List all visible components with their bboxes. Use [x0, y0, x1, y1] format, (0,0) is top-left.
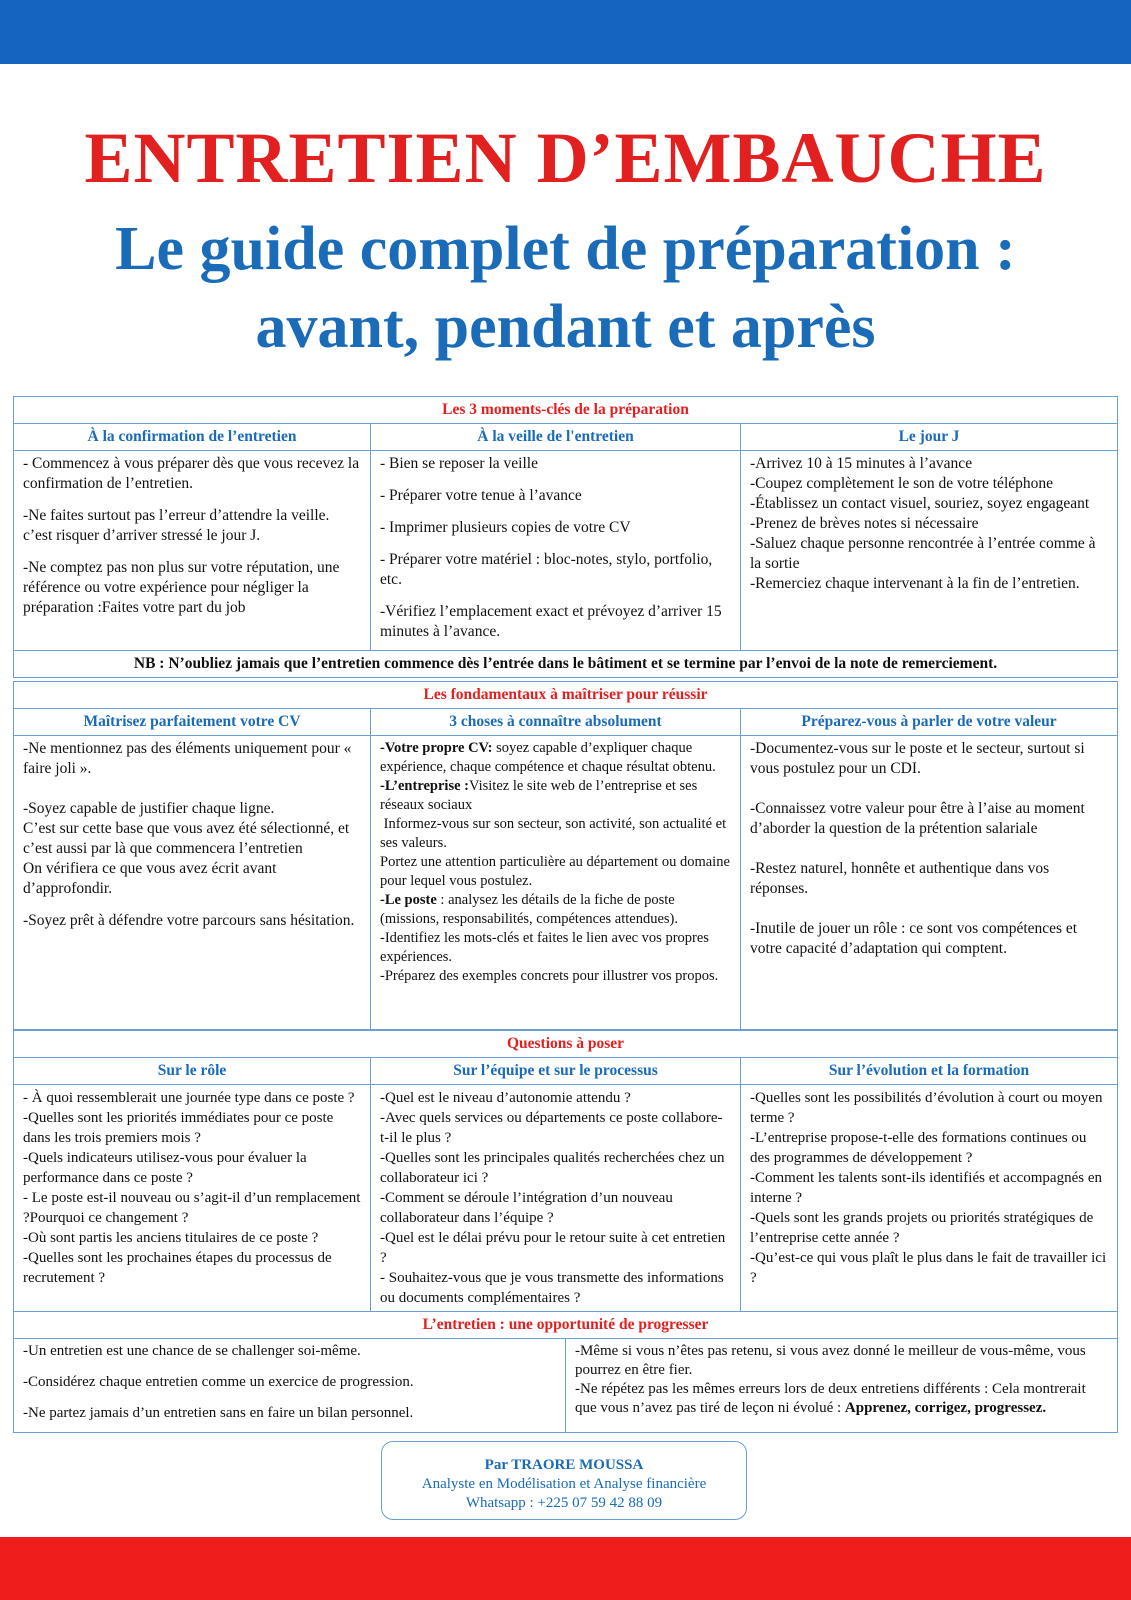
- top-color-band: [0, 0, 1131, 64]
- moments-section: [13, 396, 1117, 678]
- list-item: -Établissez un contact visuel, souriez, soyez engageant: [750, 495, 1090, 512]
- list-item: -Saluez chaque personne rencontrée à l’entrée comme à la sortie: [750, 535, 1096, 572]
- list-item: - Souhaitez-vous que je vous transmette des informations ou documents complémentaires ?: [380, 1270, 724, 1306]
- list-item: -Inutile de jouer un rôle : ce sont vos compétences et votre capacité d’adaptation qui comptent.: [750, 920, 1078, 957]
- fundamentals-col3-heading: Préparez-vous à parler de votre valeur: [741, 709, 1118, 736]
- list-item: -Quelles sont les possibilités d’évolution à court ou moyen terme ?: [750, 1090, 1103, 1126]
- list-item: -Quels indicateurs utilisez-vous pour évaluer la performance dans ce poste ?: [23, 1150, 307, 1186]
- list-item: -Quel est le niveau d’autonomie attendu ?: [380, 1090, 631, 1106]
- list-item: -Connaissez votre valeur pour être à l’aise au moment d’aborder la question de la prétention salariale: [750, 800, 1085, 837]
- questions-col2-content: [371, 1085, 741, 1312]
- list-item: - Bien se reposer la veille: [380, 455, 538, 472]
- moments-col1-content: [14, 451, 371, 651]
- fundamentals-col1-content: [14, 736, 371, 1030]
- questions-col2-heading: Sur l’équipe et sur le processus: [371, 1058, 741, 1085]
- fundamentals-col2-content: [371, 736, 741, 1030]
- label-entreprise: -L’entreprise :: [380, 778, 469, 794]
- list-item: -Comment se déroule l’intégration d’un nouveau collaborateur dans l’équipe ?: [380, 1190, 673, 1226]
- list-item: -Comment les talents sont-ils identifiés et accompagnés en interne ?: [750, 1170, 1102, 1206]
- opportunity-right-content: [566, 1339, 1118, 1433]
- moments-col2-content: [371, 451, 741, 651]
- list-item: -Même si vous n’êtes pas retenu, si vous avez donné le meilleur de vous-même, vous pourrez en être fier.: [575, 1343, 1086, 1378]
- label-poste: -Le poste: [380, 892, 437, 908]
- opportunity-section: [13, 1311, 1117, 1433]
- subtitle-line-2: avant, pendant et après: [255, 293, 876, 361]
- nb-note: NB : N’oubliez jamais que l’entretien commence dès l’entrée dans le bâtiment et se termine par l’envoi de la note de remerciement.: [14, 651, 1118, 678]
- list-item: -L’entreprise propose-t-elle des formations continues ou des programmes de développement ?: [750, 1130, 1087, 1166]
- bottom-color-band: [0, 1537, 1131, 1600]
- subtitle-line-1: Le guide complet de préparation :: [115, 215, 1016, 283]
- list-item: -Prenez de brèves notes si nécessaire: [750, 515, 979, 532]
- author-name: Par TRAORE MOUSSA: [484, 1457, 644, 1473]
- list-item: -Soyez prêt à défendre votre parcours sans hésitation.: [23, 912, 355, 929]
- list-item: -Le poste : analysez les détails de la fiche de poste (missions, responsabilités, compétences attendues).: [380, 892, 678, 927]
- list-item: - Préparer votre matériel : bloc-notes, stylo, portfolio, etc.: [380, 551, 713, 588]
- list-item: - À quoi ressemblerait une journée type dans ce poste ?: [23, 1090, 355, 1106]
- list-item: -Documentez-vous sur le poste et le secteur, surtout si vous postulez pour un CDI.: [750, 740, 1085, 777]
- author-role: Analyste en Modélisation et Analyse financière: [421, 1476, 707, 1492]
- list-item: On vérifiera ce que vous avez écrit avant d’approfondir.: [23, 860, 277, 897]
- moments-table: [13, 396, 1118, 678]
- list-item: Informez-vous sur son secteur, son activité, son actualité et ses valeurs.: [380, 816, 730, 851]
- author-contact: Whatsapp : +225 07 59 42 88 09: [465, 1495, 663, 1511]
- questions-col3-content: [741, 1085, 1118, 1312]
- questions-col3-heading: Sur l’évolution et la formation: [741, 1058, 1118, 1085]
- moments-col1-heading: À la confirmation de l’entretien: [14, 424, 371, 451]
- list-item: -Quelles sont les priorités immédiates pour ce poste dans les trois premiers mois ?: [23, 1110, 334, 1146]
- opportunity-table: [13, 1311, 1118, 1433]
- opportunity-title: L’entretien : une opportunité de progresser: [14, 1312, 1118, 1339]
- list-item: -Ne mentionnez pas des éléments uniquement pour « faire joli ».: [23, 740, 352, 777]
- page-subtitle: [0, 210, 1131, 366]
- list-item: - Le poste est-il nouveau ou s’agit-il d’un remplacement ?Pourquoi ce changement ?: [23, 1190, 361, 1226]
- questions-col1-heading: Sur le rôle: [14, 1058, 371, 1085]
- list-item: -Quel est le délai prévu pour le retour suite à cet entretien ?: [380, 1230, 726, 1266]
- list-item: -L’entreprise :Visitez le site web de l’entreprise et ses réseaux sociaux: [380, 778, 698, 813]
- questions-table: [13, 1030, 1118, 1312]
- list-item: -Ne partez jamais d’un entretien sans en faire un bilan personnel.: [23, 1405, 414, 1421]
- list-item: -Arrivez 10 à 15 minutes à l’avance: [750, 455, 973, 472]
- label-cv: -Votre propre CV:: [380, 740, 493, 756]
- list-item: -Où sont partis les anciens titulaires de ce poste ?: [23, 1230, 319, 1246]
- list-item: -Ne répétez pas les mêmes erreurs lors de deux entretiens différents : Cela montrerait que vous n’avez pas tiré de leçon ni évolué : Apprenez, corrigez, progressez.: [575, 1381, 1086, 1416]
- list-item: -Considérez chaque entretien comme un exercice de progression.: [23, 1374, 414, 1390]
- fundamentals-table: [13, 681, 1118, 1030]
- page-title: ENTRETIEN D’EMBAUCHE: [84, 118, 1047, 198]
- questions-section: [13, 1030, 1117, 1312]
- fundamentals-col3-content: [741, 736, 1118, 1030]
- list-item: - Imprimer plusieurs copies de votre CV: [380, 519, 631, 536]
- list-item: - Commencez à vous préparer dès que vous recevez la confirmation de l’entretien.: [23, 455, 360, 492]
- fundamentals-col1-heading: Maîtrisez parfaitement votre CV: [14, 709, 371, 736]
- moments-col2-heading: À la veille de l'entretien: [371, 424, 741, 451]
- list-item: - Préparer votre tenue à l’avance: [380, 487, 582, 504]
- list-item: -Qu’est-ce qui vous plaît le plus dans le fait de travailler ici ?: [750, 1250, 1107, 1286]
- list-item: -Quelles sont les prochaines étapes du processus de recrutement ?: [23, 1250, 332, 1286]
- fundamentals-section: [13, 681, 1117, 1030]
- list-item: -Quelles sont les principales qualités recherchées chez un collaborateur ici ?: [380, 1150, 725, 1186]
- list-item: -Identifiez les mots-clés et faites le lien avec vos propres expériences.: [380, 930, 709, 965]
- moments-col3-heading: Le jour J: [741, 424, 1118, 451]
- list-item: -Ne comptez pas non plus sur votre réputation, une référence ou votre expérience pour négliger la préparation :Faites votre part du job: [23, 559, 340, 616]
- list-item: -Coupez complètement le son de votre téléphone: [750, 475, 1054, 492]
- author-card: [381, 1441, 747, 1520]
- list-item: -Votre propre CV: soyez capable d’expliquer chaque expérience, chaque compétence et chaque résultat obtenu.: [380, 740, 716, 775]
- list-item: -Remerciez chaque intervenant à la fin de l’entretien.: [750, 575, 1080, 592]
- questions-title: Questions à poser: [14, 1031, 1118, 1058]
- list-item: -Avec quels services ou départements ce poste collabore-t-il le plus ?: [380, 1110, 723, 1146]
- list-item: -Quels sont les grands projets ou priorités stratégiques de l’entreprise cette année ?: [750, 1210, 1094, 1246]
- fundamentals-title: Les fondamentaux à maîtriser pour réussir: [14, 682, 1118, 709]
- moments-title: Les 3 moments-clés de la préparation: [14, 397, 1118, 424]
- closing-motto: Apprenez, corrigez, progressez.: [844, 1400, 1047, 1416]
- questions-col1-content: [14, 1085, 371, 1312]
- list-item: -Ne faites surtout pas l’erreur d’attendre la veille. c’est risquer d’arriver stressé le jour J.: [23, 507, 330, 544]
- list-item: -Restez naturel, honnête et authentique dans vos réponses.: [750, 860, 1050, 897]
- list-item: -Soyez capable de justifier chaque ligne.: [23, 800, 275, 817]
- moments-col3-content: [741, 451, 1118, 651]
- opportunity-left-content: [14, 1339, 566, 1433]
- list-item: Portez une attention particulière au département ou domaine pour lequel vous postulez.: [380, 854, 730, 889]
- list-item: C’est sur cette base que vous avez été sélectionné, et c’est aussi par là que commencera l’entretien: [23, 820, 350, 857]
- list-item: -Un entretien est une chance de se challenger soi-même.: [23, 1343, 361, 1359]
- list-item: -Préparez des exemples concrets pour illustrer vos propos.: [380, 968, 719, 984]
- list-item: -Vérifiez l’emplacement exact et prévoyez d’arriver 15 minutes à l’avance.: [380, 603, 722, 640]
- fundamentals-col2-heading: 3 choses à connaître absolument: [371, 709, 741, 736]
